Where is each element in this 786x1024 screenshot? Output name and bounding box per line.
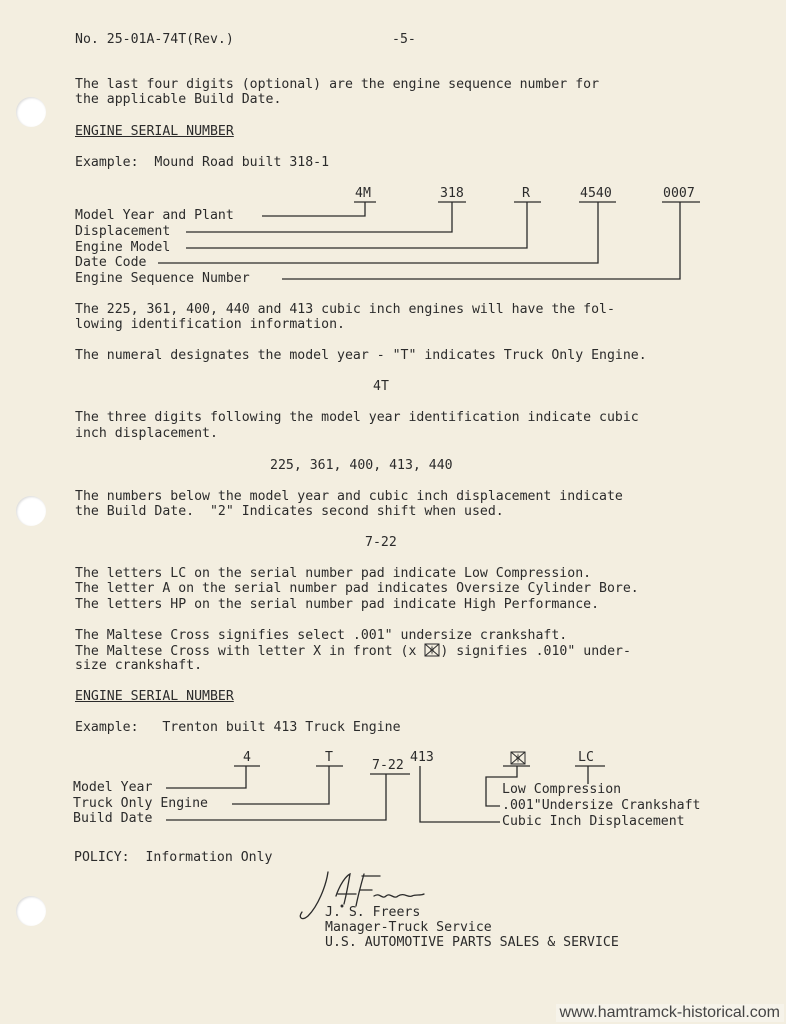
intro-line-1: The last four digits (optional) are the engine sequence number for	[75, 77, 600, 92]
code-sequence: 0007	[663, 186, 695, 201]
policy: POLICY: Information Only	[74, 850, 273, 865]
example-2: Example: Trenton built 413 Truck Engine	[75, 720, 401, 735]
document-number: No. 25-01A-74T(Rev.)	[75, 32, 234, 47]
signature-org: U.S. AUTOMOTIVE PARTS SALES & SERVICE	[325, 935, 619, 950]
label-date-code: Date Code	[75, 255, 147, 270]
code-model-year-plant: 4M	[355, 186, 371, 201]
maltese-line-2-pre: The Maltese Cross with letter X in front (x	[75, 644, 425, 659]
label-engine-sequence: Engine Sequence Number	[75, 271, 250, 286]
para4-line-2: the Build Date. "2" Indicates second shift when used.	[75, 504, 504, 519]
code-4t: 4T	[373, 379, 389, 394]
code2-displacement: 413	[410, 750, 434, 765]
build-date-code: 7-22	[365, 535, 397, 550]
section-heading-2: ENGINE SERIAL NUMBER	[75, 689, 234, 704]
label2-cubic-inch: Cubic Inch Displacement	[502, 814, 685, 829]
letters-line-3: The letters HP on the serial number pad indicate High Performance.	[75, 597, 600, 612]
para3-line-2: inch displacement.	[75, 426, 218, 441]
displacement-list: 225, 361, 400, 413, 440	[270, 458, 453, 473]
maltese-line-2-post: ) signifies .010" under-	[440, 644, 631, 659]
signature-name: J. S. Freers	[325, 905, 421, 920]
maltese-line-1: The Maltese Cross signifies select .001" undersize crankshaft.	[75, 628, 568, 643]
code-displacement: 318	[440, 186, 464, 201]
letters-line-2: The letter A on the serial number pad indicates Oversize Cylinder Bore.	[75, 581, 639, 596]
signature-title: Manager-Truck Service	[325, 920, 492, 935]
label2-build-date: Build Date	[73, 811, 153, 826]
para1-line-2: lowing identification information.	[75, 317, 345, 332]
letters-line-1: The letters LC on the serial number pad indicate Low Compression.	[75, 566, 592, 581]
label-model-year-plant: Model Year and Plant	[75, 208, 234, 223]
example-1: Example: Mound Road built 318-1	[75, 155, 330, 170]
para4-line-1: The numbers below the model year and cubic inch displacement indicate	[75, 489, 623, 504]
label2-low-compression: Low Compression	[502, 782, 622, 797]
label2-model-year: Model Year	[73, 780, 153, 795]
code2-model-year: 4	[243, 750, 251, 765]
label-engine-model: Engine Model	[75, 240, 171, 255]
code2-low-compression: LC	[578, 750, 594, 765]
code2-build-date: 7-22	[372, 758, 404, 773]
maltese-line-3: size crankshaft.	[75, 658, 203, 673]
label2-undersize-crank: .001"Undersize Crankshaft	[502, 798, 701, 813]
label-displacement: Displacement	[75, 224, 171, 239]
watermark: www.hamtramck-historical.com	[556, 1004, 784, 1022]
section-heading-1: ENGINE SERIAL NUMBER	[75, 124, 234, 139]
code-engine-model: R	[522, 186, 530, 201]
intro-line-2: the applicable Build Date.	[75, 92, 282, 107]
page-number: -5-	[392, 32, 416, 47]
para2: The numeral designates the model year - "T" indicates Truck Only Engine.	[75, 348, 647, 363]
code-date: 4540	[580, 186, 612, 201]
para1-line-1: The 225, 361, 400, 440 and 413 cubic inch engines will have the fol-	[75, 302, 615, 317]
para3-line-1: The three digits following the model year identification indicate cubic	[75, 410, 639, 425]
label2-truck-only: Truck Only Engine	[73, 796, 208, 811]
code2-truck-only: T	[325, 750, 333, 765]
